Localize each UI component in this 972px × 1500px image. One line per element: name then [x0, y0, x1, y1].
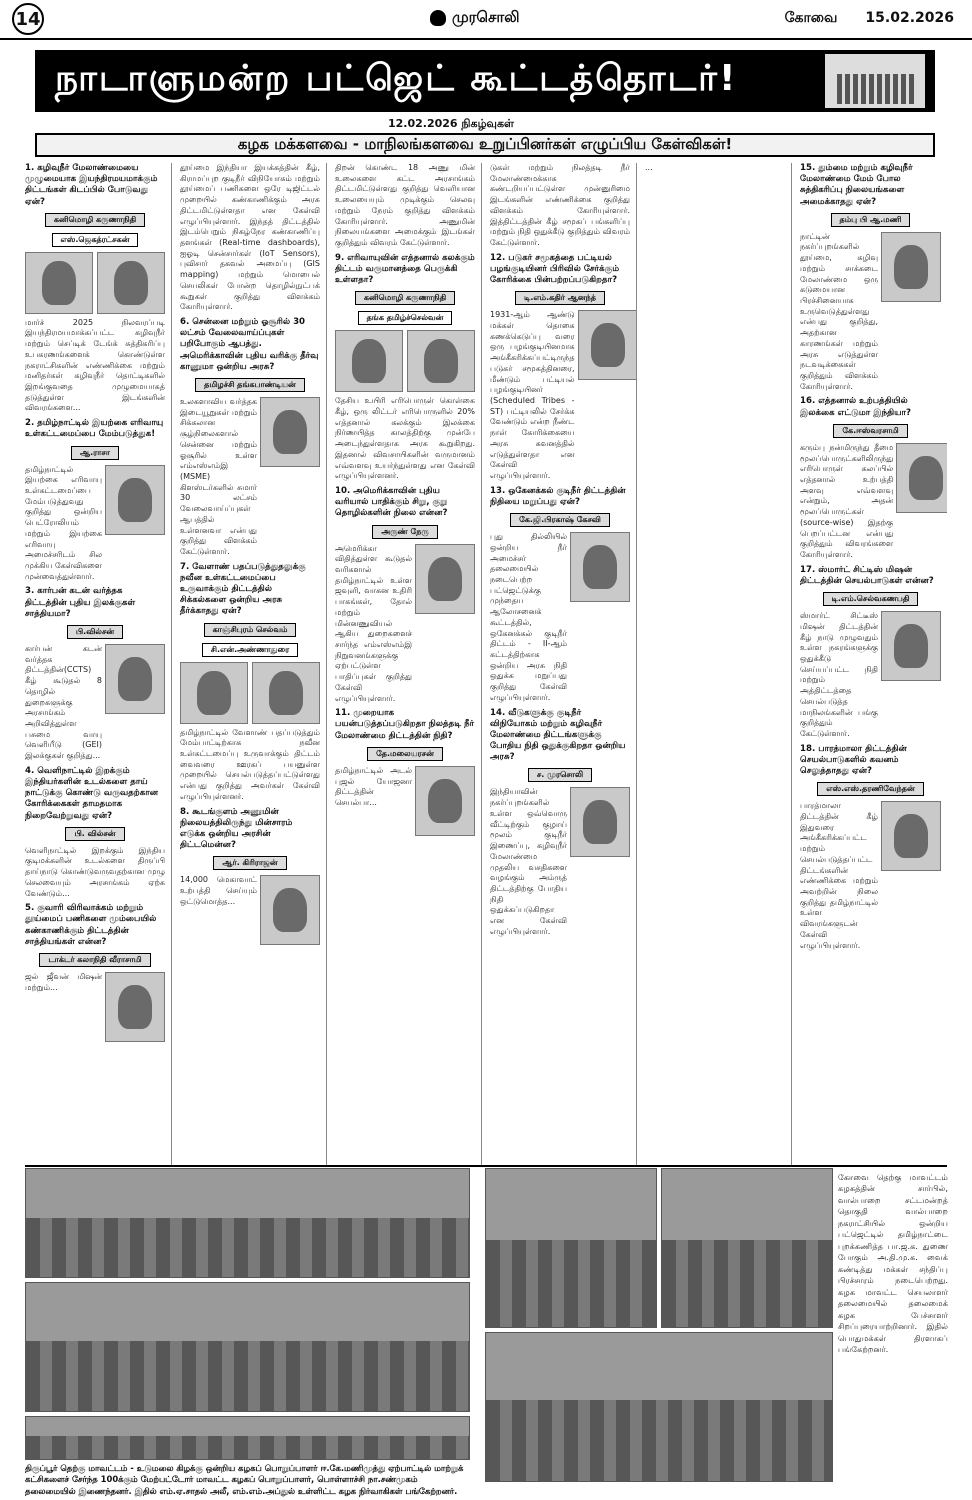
article-body: ஜல் ஜீவன் மிஷன் மற்றும்... [25, 971, 102, 992]
portrait-photo [407, 330, 475, 392]
person-silhouette [591, 323, 625, 367]
question-heading: 14. வீடுகளுக்கு குடிநீர் விநியோகம் மற்றும் கழிவுநீர் மேலாண்மை திட்டங்களுக்கு போதிய நிதி ஒதுக்குகிறதா ஒன்றிய அரசு? [490, 707, 626, 763]
mp-name: அருண் நேரு [372, 525, 438, 539]
portrait-photo [97, 252, 165, 314]
person-silhouette [894, 624, 928, 668]
article-body: நாட்டின் நகர்ப்புறங்களில் தூய்மை, கழிவு மற்றும் சாக்கடை மேலாண்மை ஒரு கடுமையான பிரச்சினையாக உருவெடுத்துள்ளது என்பது குறித்து, அதற்கான காரணங்கள் மற்றும் அரசு எடுத்துள்ள நடவடிக்கைகள் குறித்தும் விளக்கம் கோரியுள்ளார். [800, 231, 878, 391]
person-silhouette [42, 261, 76, 305]
portrait-photo [180, 662, 248, 724]
person-silhouette [118, 657, 152, 701]
portrait-photo [415, 766, 475, 836]
article-with-photo [335, 766, 475, 836]
person-silhouette [197, 671, 231, 715]
portrait-photo [105, 465, 165, 535]
portrait-pair [180, 662, 320, 724]
person-silhouette [428, 557, 462, 601]
article-with-photo [800, 801, 941, 951]
person-silhouette [269, 671, 303, 715]
page-number: 14 [12, 3, 44, 35]
mp-name: ஆ.ராசா [71, 446, 119, 460]
person-silhouette [118, 478, 152, 522]
question-heading: 12. படுகர் சமூகத்தை பட்டியல் பழங்குடியினர் பிரிவில் சேர்க்கும் கோரிக்கை பின்பற்றப்படுகிறதா? [490, 252, 620, 286]
parliament-image [825, 54, 925, 108]
portrait-photo [881, 232, 941, 302]
article-body: அமெரிக்கா விதித்துள்ள கூடுதல் வரிகளால் தமிழ்நாட்டில் உள்ள ஜவுளி, வாகன உதிரி பாகங்கள், தோல் மற்றும் மின்னணுவியல் ஆகிய துறைகளைச் சார்ந்த எம்எஸ்எம்இ நிறுவனங்களுக்கு ஏற்பட்டுள்ள பாதிப்புகள் குறித்து கேள்வி எழுப்பியுள்ளார். [335, 543, 412, 703]
question-heading: 16. எத்தனால் உற்பத்தியில் இலக்கை எட்டுமா இந்தியா? [800, 396, 911, 418]
article-with-photo [800, 443, 941, 561]
event-photo [485, 1332, 833, 1482]
mp-name: பி.வில்சன் [67, 625, 123, 639]
article-body: பாரத்மாலா திட்டத்தின் கீழ் இதுவரை அங்கீகரிக்கப்பட்ட மற்றும் செயல்படுத்தப்பட்ட திட்டங்களின் எண்ணிக்கை மற்றும் அவற்றின் நிலை குறித்து தமிழ்நாட்டில் உள்ள விவரங்களுடன் கேள்வி எழுப்பியுள்ளார். [800, 801, 878, 950]
portrait-pair [335, 330, 475, 392]
article-with-photo [25, 644, 165, 762]
portrait-photo [578, 310, 637, 380]
question-heading: 5. குவாரி விரிவாக்கம் மற்றும் தூய்மைப் பணிகளை மும்பையில் கண்காணிக்கும் திட்டத்தின் சாத்தியங்கள் என்ன? [25, 903, 157, 947]
portrait-photo [570, 532, 630, 602]
section-divider [25, 1165, 947, 1167]
mp-name: கே.ஈஸ்வரசாமி [833, 424, 907, 438]
question-heading: 1. கழிவுநீர் மேலாண்மையை முழுமையாக இயந்திரமயமாக்கும் திட்டங்கள் கிடப்பில் போடுவது ஏன்? [25, 163, 158, 207]
mp-name: டி.எம்.கதிர் ஆனந்த் [515, 291, 605, 305]
article-body: கரும்பு நன்மிருந்து தீமை மூலப்பொருட்களிலிருந்து எரிபொருள் கலப்பில் எத்தனால் உற்பத்தி அளவு எவ்வளவு என்றும், அதன் மூலப்பொருட்கள் (source-wise) இதற்கு பெறப்பட்டன என்பது குறித்தும் விவரங்களை கோரியுள்ளார். [800, 442, 894, 559]
mp-name: கனிமொழி கருணாநிதி [355, 291, 455, 305]
person-silhouette [894, 814, 928, 858]
person-silhouette [352, 339, 386, 383]
article-with-photo [490, 310, 630, 482]
portrait-photo [335, 330, 403, 392]
paper-name: முரசொலி [452, 8, 520, 26]
portrait-photo [896, 443, 947, 513]
person-silhouette [114, 261, 148, 305]
logo-icon [430, 10, 446, 26]
column-5 [645, 163, 792, 1165]
photo-caption: திருப்பூர் தெற்கு மாவட்டம் - உடுமலை கிழக்கு ஒன்றிய கழகப் பொறுப்பாளர் ஈ.கே.மணிமுத்து ஏற்பாட்டில் மாற்றுக் கட்சிகளைச் சேர்ந்த 100க்கும் மேற்பட்டோர் மாவட்ட கழகப் பொறுப்பாளர், பொள்ளாச்சி நா.சண்முகம் தலைமையில் இணைந்தனர். இதில் எம்.ஏ.சாதல் அலீ, எம்.எம்.அப்துல் உள்ளிட்ட கழக நிர்வாகிகள் பங்கேற்றனர். [25, 1463, 464, 1496]
portrait-photo [260, 397, 320, 467]
person-silhouette [583, 800, 617, 844]
portrait-photo [415, 544, 475, 614]
question-heading: 17. ஸ்மார்ட் சிட்டிஸ் மிஷன் திட்டத்தின் செயல்பாடுகள் என்ன? [800, 564, 934, 586]
article-body: இந்தியாவின் நகர்ப்புறங்களில் உள்ள ஒவ்வொரு வீட்டிற்கும் குழாய் மூலம் குடிநீர் இணைப்பு, கழிவுநீர் மேலாண்மை முதலிய வசதிகளை வழங்கும் அம்ருத் திட்டத்திற்கு போதிய நிதி ஒதுக்கப்படுகிறதா என கேள்வி எழுப்பியுள்ளார். [490, 787, 567, 936]
mp-name: எஸ்.எஸ்.தரணிவேந்தன் [817, 782, 923, 796]
event-photo [485, 1168, 657, 1328]
mp-name: சி.என்.அண்ணாதுரை [202, 643, 298, 657]
event-photo [661, 1168, 833, 1328]
person-silhouette [424, 339, 458, 383]
mp-name: தம்பு பி ஆ.மணி [831, 213, 911, 227]
mp-name: ஆர். கிரிராஜன் [213, 856, 286, 870]
event-photo [25, 1416, 470, 1460]
mp-name: டாக்டர் கலாநிதி வீராசாமி [39, 953, 150, 967]
edition-info [785, 10, 954, 28]
portrait-photo [25, 252, 93, 314]
column-4 [490, 163, 637, 1165]
question-heading: 8. கூடங்குளம் அணுமின் நிலையத்திலிருந்து மின்சாரம் எடுக்க ஒன்றிய அரசின் திட்டமென்ன? [180, 806, 293, 851]
article-with-photo [25, 465, 165, 583]
question-heading: 10. அமெரிக்காவின் புதிய வரியால் பாதிக்கும் சிறு, குறு தொழில்களின் நிலை என்ன? [335, 486, 448, 519]
person-silhouette [909, 456, 943, 500]
article-body: தமிழ்நாட்டில் வேளாண் பதப்படுத்தும் மேம்பாட்டிற்காக நவீன உள்கட்டமைப்பு உருவாக்கும் திட்டம் வைவரை ஊரகப் பயனுள்ள முறையில் செயல்படுத்தப்பட்டுள்ளது என்பது குறித்து அவர்கள் கேள்வி எழுப்பியுள்ளனர். [180, 727, 320, 801]
mp-name: தங்க தமிழ்ச்செல்வன் [358, 311, 453, 325]
question-heading: 13. ஒகேனக்கல் குடிநீர் திட்டத்தின் நிதியை மறுப்பது ஏன்? [490, 485, 626, 507]
article-with-photo [180, 875, 320, 945]
article-with-photo [800, 611, 941, 740]
portrait-photo [881, 801, 941, 871]
article-body: திறன் கொண்ட 18 அணு மின் உலைகளை கட்ட அரசாங்கம் திட்டமிட்டுள்ளது குறித்து வெளியான உலையையும் முடிக்கும் செலவு மற்றும் நேரம் குறித்து விளக்கம் கோரியுள்ளார். அணுமின் நிலையங்களை அமைக்கும் இடங்கள் குறித்தும் விவரம் கேட்டுள்ளார். [335, 163, 475, 248]
mp-name: எஸ்.ஜெகத்ரட்சகன் [52, 233, 139, 247]
question-heading: 15. தும்மை மற்றும் கழிவுநீர் மேலாண்மை மேம் போல சுத்திகரிப்பு நிலையங்களை அமைக்காதது ஏன்? [800, 163, 913, 207]
portrait-photo [105, 972, 165, 1042]
event-photo [25, 1168, 470, 1278]
photo-caption-right: கோவை தெற்கு மாவட்டம் கழகத்தின் சார்பில், வால்பாறை சட்டமன்றத் தொகுதி வால்பாறை நகராட்சியில் ஒன்றிய பட்ஜெட்டில் தமிழ்நாட்டை புறக்கணித்த பா.ஜ.க. துணை போகும் அ.தி.மு.க. வைக் கண்டித்து மக்கள் சந்திப்பு பிரச்சாரம் நடைபெற்றது. கழக மாவட்ட செயலாளர் தலைமையில் தலைமைக் கழக பேச்சாளர் சிறப்புரையாற்றினார். இதில் பொதுமக்கள் திரளாகப் பங்கேற்றனர். [838, 1172, 948, 1355]
person-silhouette [428, 779, 462, 823]
portrait-photo [105, 644, 165, 714]
headline-title: நாடாளுமன்ற பட்ஜெட் கூட்டத்தொடர்! [55, 58, 738, 99]
portrait-photo [252, 662, 320, 724]
article-body: புது தில்லியில் ஒன்றிய நீர் அமைச்சர் தலைமையில் நடைபெற்ற பட்ஜெட்டுக்கு முந்தைய ஆலோசனைக் கூட்டத்தில், ஒகேனக்கல் குடிநீர் திட்டம் - II-ஆம் கட்டத்திற்காக ஒன்றிய அரசு நிதி ஒதுக்க மறுப்பது குறித்து கேள்வி எழுப்பியுள்ளார். [490, 532, 567, 702]
question-heading: 6. சென்னை மற்றும் ஓசூரில் 30 லட்சம் வேலைவாய்ப்புகள் பறிபோகும் ஆபத்து. அமெரிக்காவின் புதிய வரிக்கு தீர்வு காணுமா ஒன்றிய அரசு? [180, 317, 319, 372]
edition-date: 15.02.2026 [865, 10, 954, 26]
article-body: தேசிய உயிரி எரிபொருள் கொள்கை கீழ், ஒரு லிட்டர் எரிபொருளில் 20% எத்தனால் கலக்கும் இலக்கை நிர்ணயித்த காலத்திற்கு முன்பே அடைந்துள்ளதாக அரசு கூறுகிறது. இதனால் விவசாயிகளின் வருமானம் எவ்வளவு உயர்ந்துள்ளது என கேள்வி எழுப்பியுள்ளனர். [335, 396, 475, 481]
person-silhouette [273, 888, 307, 932]
portrait-photo [260, 875, 320, 945]
column-3 [335, 163, 482, 1165]
paper-masthead [430, 8, 520, 28]
mp-name: ச. முரசொலி [528, 768, 592, 782]
person-silhouette [118, 985, 152, 1029]
article-with-photo [180, 397, 320, 558]
article-with-photo [490, 532, 630, 704]
headline-banner [35, 50, 935, 112]
article-body: தமிழ்நாட்டில் அடல் புஜல் யோஜனா திட்டத்தின் செயல்பா... [335, 765, 412, 807]
event-date: 12.02.2026 நிகழ்வுகள் [380, 116, 522, 134]
article-body: 14,000 மெகாவாட் உற்பத்தி செய்யும் ஒட்டுமொத்த... [180, 875, 257, 906]
article-body: ... [645, 163, 653, 172]
article-with-photo [800, 232, 941, 393]
column-6 [800, 163, 947, 1165]
article-body: தமிழ்நாட்டில் இயற்கை எரிவாயு உள்கட்டமைப்பை மேம்படுத்துவது குறித்து ஒன்றிய பெட்ரோலியம் மற்றும் இயற்கை எரிவாயு அமைச்சரிடம் சில முக்கிய கேள்விகளை முன்வைத்துள்ளார். [25, 464, 102, 581]
mp-name: டி.எம்.செல்வகணபதி [823, 592, 919, 606]
portrait-pair [25, 252, 165, 314]
edition-city: கோவை [784, 10, 838, 26]
article-body: டுகள் மற்றும் நிலத்தடி நீர் மேலாண்மைக்காக கண்டறியப்பட்டுள்ள முன்னுரிமை இடங்களின் எண்ணிக்கை குறித்து விளக்கம் கோரியுள்ளார். இத்திட்டத்தின் கீழ் சமூகப் பங்களிப்பு மற்றும் நிதி ஒதுக்கீடு குறித்தும் விவரம் கேட்டுள்ளார். [490, 163, 630, 248]
article-columns [25, 163, 947, 1165]
mp-name: தமிழச்சி தங்கபாண்டியன் [195, 378, 305, 392]
page-header [0, 0, 972, 40]
portrait-photo [881, 611, 941, 681]
question-heading: 18. பாரத்மாலா திட்டத்தின் செயல்பாடுகளில் கவனம் செலுத்தாதது ஏன்? [800, 743, 907, 777]
event-photo [25, 1282, 470, 1412]
question-heading: 4. வெளிநாட்டில் இறக்கும் இந்தியர்களின் உடல்களை தாய் நாட்டுக்கு கொண்டு வருவதற்கான கோரிக்கைகள் தாமதமாக நிறைவேற்றுவது ஏன்? [25, 765, 159, 821]
person-silhouette [583, 545, 617, 589]
photo-story-left [25, 1168, 470, 1497]
question-heading: 9. எரிவாயுவின் எத்தனால் கலக்கும் திட்டம் வருமானத்தை பெருக்கி உள்ளதா? [335, 252, 475, 286]
article-with-photo [25, 972, 165, 1042]
mp-name: காஞ்சிபுரம் செல்வம் [204, 623, 297, 637]
article-body: 1931-ஆம் ஆண்டு மக்கள் தொகை கணக்கெடுப்பு வரை ஒரு பழங்குடியினமாக அங்கீகரிக்கப்பட்டிருந்த படுகர் சமூகத்தினரை, மீண்டும் பட்டியல் பழங்குடியினர் (Scheduled Tribes - ST) பட்டியலில் சேர்க்க வேண்டும் என்ற நீண்ட நாள் கோரிக்கையை அரசு கவனத்தில் எடுத்துள்ளதா என கேள்வி எழுப்பியுள்ளார். [490, 310, 575, 481]
article-body: ஸ்மார்ட் சிட்டீஸ் மிஷன் திட்டத்தின் கீழ் நாடு முழுவதும் உள்ள நகரங்களுக்கு ஒதுக்கீடு செய்யப்பட்ட நிதி மற்றும் அத்திட்டத்தை செயல்படுத்த மாநிலங்களின் பங்கு குறித்தும் கேட்டுள்ளார். [800, 611, 878, 738]
question-heading: 3. கார்பன் கடன் வர்த்தக திட்டத்தின் புதிய இலக்குகள் சாத்தியமா? [25, 586, 136, 619]
article-body: தூய்மை இந்தியா இயக்கத்தின் கீழ், கிராமப்புற குடிநீர் விநியோகம் மற்றும் தூய்மைப் பணிகளை ஒரே டிஜிட்டல் முறையில் கண்காணிக்கும் அரசு திட்டமிட்டுள்ளதா என கேள்வி எழுப்பியுள்ளார். இந்தத் திட்டத்தில் இடம்பெறும் நிகழ்நேர கண்காணிப்பு தளங்கள் (Real-time dashboards), ஐஓடி சென்சார்கள் (IoT Sensors), புவிசார் தகவல் அமைப்பு (GIS mapping) மற்றும் மொபைல் செயலிகள் போன்ற தொழில்நுட்பக் கூறுகள் குறித்து விளக்கம் கோரியுள்ளார். [180, 163, 320, 312]
question-heading: 2. தமிழ்நாட்டில் இயற்கை எரிவாயு உள்கட்டமைப்பை மேம்படுத்துக! [25, 418, 164, 440]
mp-name: கே.ஜி.பிரகாஷ் கேசவி [510, 513, 610, 527]
column-1 [25, 163, 172, 1165]
question-heading: 7. வேளாண் பதப்படுத்துதலுக்கு நவீன உள்கட்டமைப்பை உருவாக்கும் திட்டத்தில் சிக்கல்களை ஒன்றிய அரசு தீர்க்காதது ஏன்? [180, 561, 306, 617]
mp-name: தே.மலையரசன் [367, 747, 443, 761]
article-body: உலகளாவிய வர்த்தக இடையூறுகள் மற்றும் சிக்கலான சூழ்நிலைகளால் சென்னை மற்றும் ஓசூரில் உள்ள எம்எஸ்எம்இ (MSME) கிளஸ்டர்களில் சுமார் 30 லட்சம் வேலைவாய்ப்புகள் ஆபத்தில் உள்ளனவா என்பது குறித்து விளக்கம் கேட்டுள்ளார். [180, 396, 257, 556]
article-with-photo [490, 787, 630, 937]
portrait-photo [570, 787, 630, 857]
mp-name: பி. வில்சன் [65, 827, 124, 841]
question-heading: 11. முறையாக பயன்படுத்தப்படுகிறதா நிலத்தடி நீர் மேலாண்மை திட்டத்தின் நிதி? [335, 708, 475, 741]
person-silhouette [273, 410, 307, 454]
article-body: மார்ச் 2025 நிலவரப்படி இயந்திரமயமாக்கப்பட்ட கழிவுநீர் மற்றும் செப்டிக் டேங்க் சுத்திகரிப்பு உபகரணங்களைக் கொண்டுள்ள நகராட்சிகளின் எண்ணிக்கை மற்றும் மனிதர்கள் கழிவுநீர் தொட்டிகளில் இறங்குவதை முழுமையாகத் தடுத்துள்ள இடங்களின் விவரங்களை... [25, 317, 165, 413]
article-body: வெளிநாட்டில் இறக்கும் இந்திய குடிமக்களின் உடல்களை திருப்பி தாய்நாடு கொண்டுவருவதற்கான முழு செலவையும் அரசாங்கம் ஏற்க வேண்டும்... [25, 845, 165, 898]
article-with-photo [335, 544, 475, 705]
column-2 [180, 163, 327, 1165]
person-silhouette [894, 245, 928, 289]
mp-name: கனிமொழி கருணாநிதி [45, 213, 145, 227]
sub-headline: கழக மக்களவை - மாநிலங்களவை உறுப்பினர்கள் எழுப்பிய கேள்விகள்! [35, 133, 935, 157]
article-body: கார்பன் கடன் வர்த்தக திட்டத்தின்(CCTS) கீழ் கூடுதல் 8 தொழில் துறைகளுக்கு அரசாங்கம் அறிவித்துள்ள பசுமை வாயு வெளியீடு (GEI) இலக்குகள் குறித்து... [25, 643, 102, 761]
